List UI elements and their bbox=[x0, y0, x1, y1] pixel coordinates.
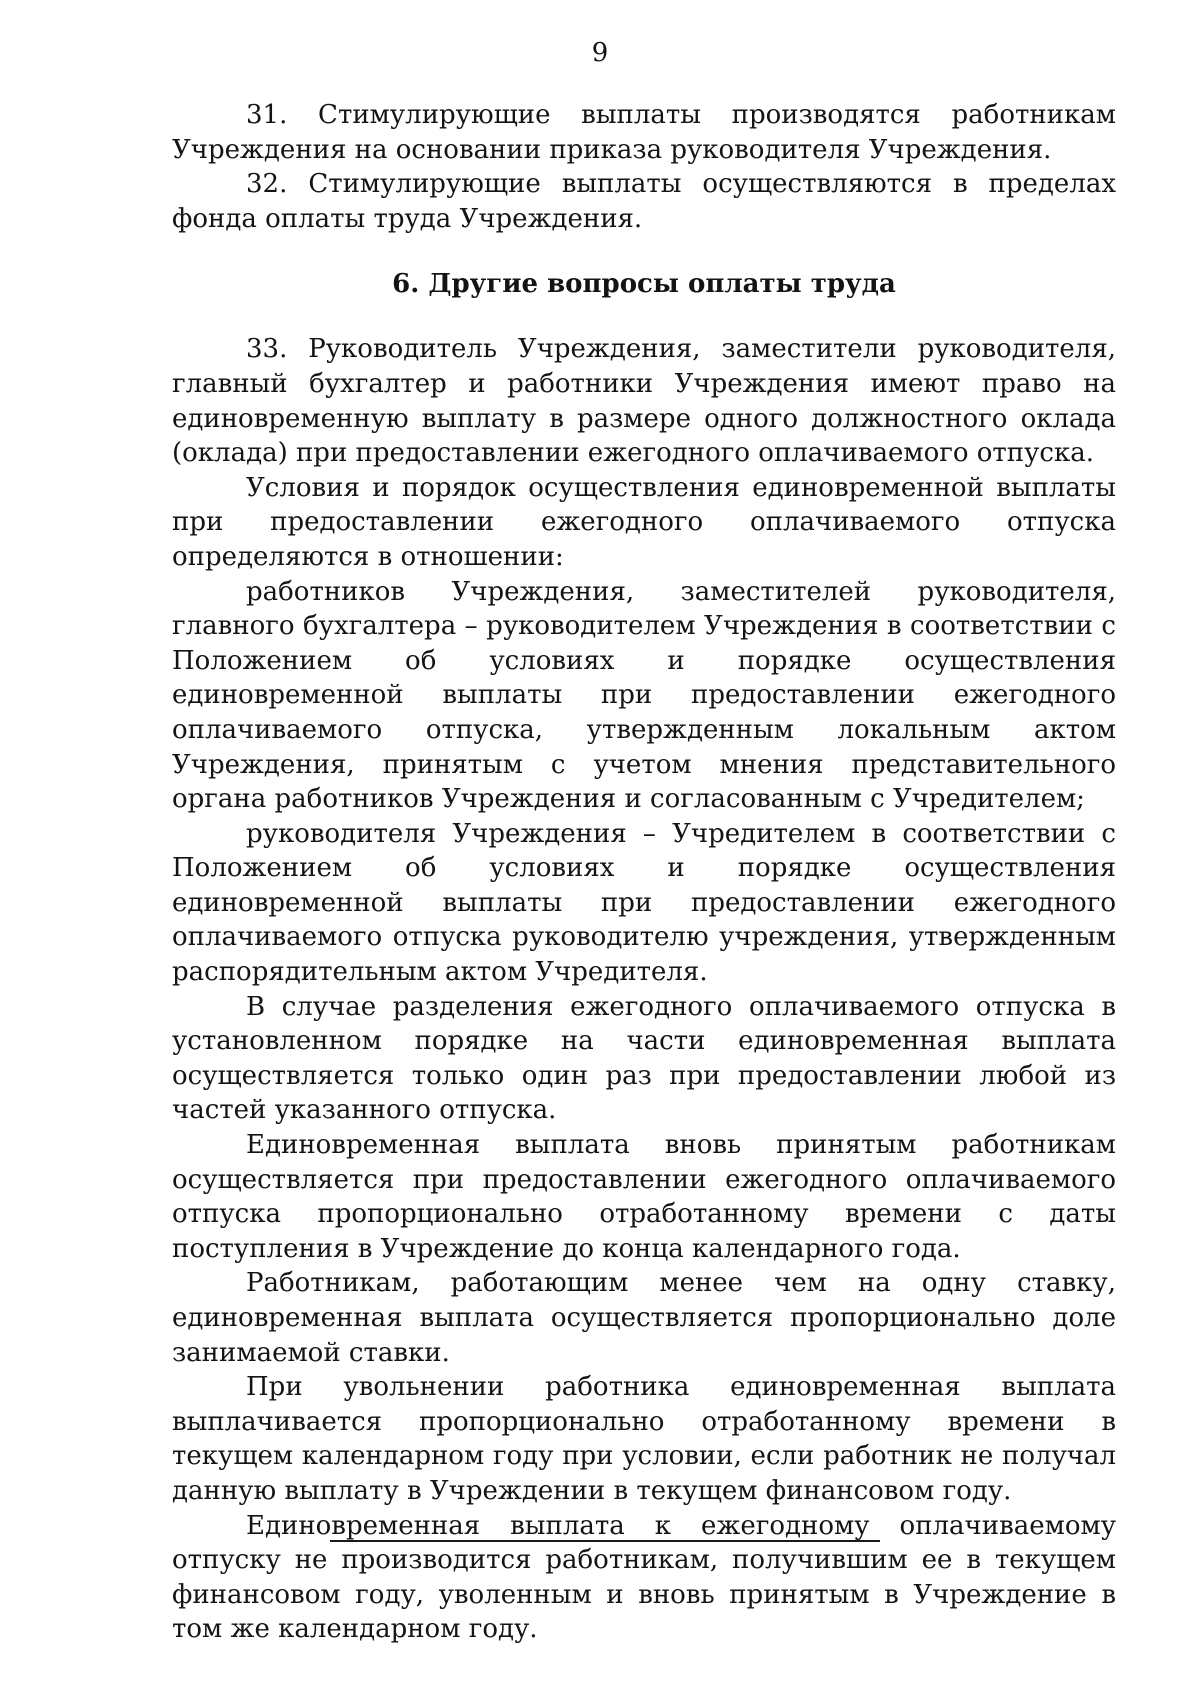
end-of-text-rule bbox=[330, 1540, 880, 1542]
paragraph-dismissal: При увольнении работника единовременная выплата выплачивается пропорционально отработанному времени в текущем календарном году при условии, если работник не получал данную выплату в Учреждении в текущем финансовом году. bbox=[172, 1372, 1116, 1506]
document-body bbox=[172, 98, 1116, 1647]
paragraph-conditions: Условия и порядок осуществления единовременной выплаты при предоставлении ежегодного оплачиваемого отпуска определяются в отношении: bbox=[172, 472, 1116, 572]
paragraph-rehired: Единовременная выплата к ежегодному оплачиваемому отпуску не производится работникам, получившим ее в текущем финансовом году, уволенным и вновь принятым в Учреждение в том же календарном году. bbox=[172, 1510, 1116, 1645]
paragraph-33: 33. Руководитель Учреждения, заместители руководителя, главный бухгалтер и работники Учреждения имеют право на единовременную выплату в размере одного должностного оклада (оклада) при предоставлении ежегодного оплачиваемого отпуска. bbox=[172, 334, 1116, 469]
paragraph-split-leave: В случае разделения ежегодного оплачиваемого отпуска в установленном порядке на части единовременная выплата осуществляется только один раз при предоставлении любой из частей указанного отпуска. bbox=[172, 991, 1116, 1126]
paragraph-new-employees: Единовременная выплата вновь принятым работникам осуществляется при предоставлении ежегодного оплачиваемого отпуска пропорционально отработанному времени с даты поступления в Учреждение до конца календарного года. bbox=[172, 1130, 1116, 1264]
paragraph-part-time: Работникам, работающим менее чем на одну ставку, единовременная выплата осуществляется пропорционально доле занимаемой ставки. bbox=[172, 1268, 1116, 1368]
paragraph-32: 32. Стимулирующие выплаты осуществляются в пределах фонда оплаты труда Учреждения. bbox=[172, 169, 1116, 234]
page-number: 9 bbox=[591, 38, 609, 68]
section-heading: 6. Другие вопросы оплаты труда bbox=[392, 269, 896, 300]
paragraph-employees: работников Учреждения, заместителей руководителя, главного бухгалтера – руководителем Учреждения в соответствии с Положением об условиях и порядке осуществления единовременной выплаты при предоставлении ежегодного оплачиваемого отпуска, утвержденным локальным актом Учреждения, принятым с учетом мнения представительного органа работников Учреждения и согласованным с Учредителем; bbox=[172, 576, 1116, 815]
paragraph-head: руководителя Учреждения – Учредителем в соответствии с Положением об условиях и порядке осуществления единовременной выплаты при предоставлении ежегодного оплачиваемого отпуска руководителю учреждения, утвержденным распорядительным актом Учредителя. bbox=[172, 818, 1116, 988]
paragraph-31: 31. Стимулирующие выплаты производятся работникам Учреждения на основании приказа руководителя Учреждения. bbox=[172, 100, 1116, 165]
